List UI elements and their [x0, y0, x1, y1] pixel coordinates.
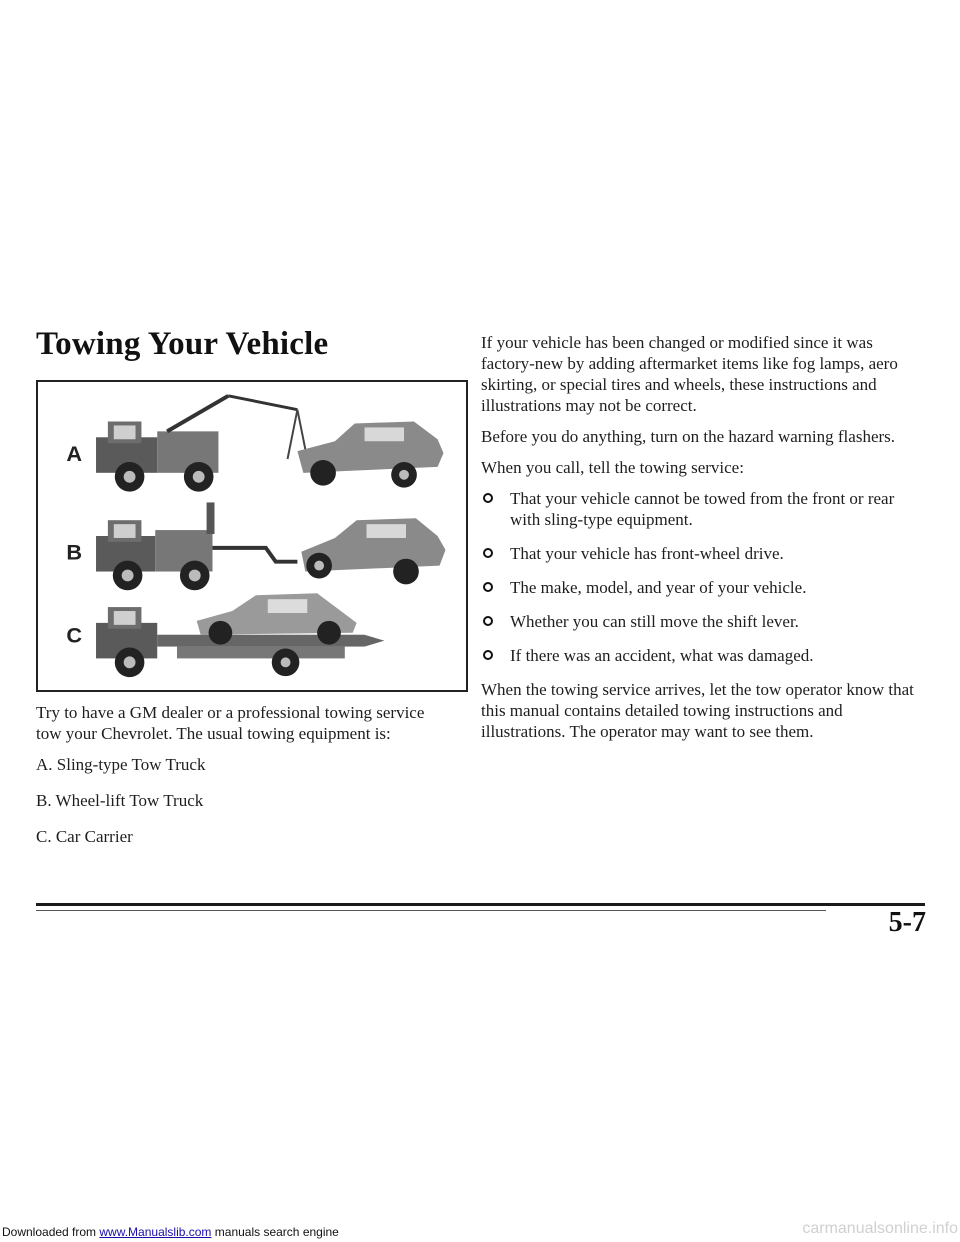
- watermark: carmanualsonline.info: [802, 1220, 958, 1237]
- towing-service-checklist: [481, 488, 926, 666]
- bullet-icon: [483, 650, 493, 660]
- footer-rule: [36, 903, 925, 906]
- left-column: [36, 702, 446, 862]
- list-item-text: The make, model, and year of your vehicle.: [510, 578, 807, 597]
- download-prefix: Downloaded from: [2, 1225, 100, 1239]
- page-title: Towing Your Vehicle: [36, 326, 329, 362]
- list-item-text: That your vehicle has front-wheel drive.: [510, 544, 784, 563]
- illustration-car-carrier: [66, 593, 384, 677]
- bullet-icon: [483, 493, 493, 503]
- footer-rule-thin: [36, 910, 826, 911]
- modification-warning: If your vehicle has been changed or modified since it was factory-new by adding aftermarket items like fog lamps, aero skirting, or special tires and wheels, these instructions and illustrations may not be correct.: [481, 333, 898, 415]
- figure-label-a: A: [66, 440, 83, 466]
- equipment-item: B. Wheel-lift Tow Truck: [36, 791, 204, 810]
- list-item: [481, 543, 926, 564]
- download-source-line: [2, 1225, 339, 1239]
- list-item-text: Whether you can still move the shift lever.: [510, 612, 799, 631]
- bullet-icon: [483, 616, 493, 626]
- manualslib-link[interactable]: www.Manualslib.com: [99, 1225, 212, 1239]
- illustration-wheel-lift-tow-truck: [66, 502, 445, 590]
- right-column: [481, 332, 926, 752]
- bullet-icon: [483, 582, 493, 592]
- equipment-item: C. Car Carrier: [36, 827, 133, 846]
- tow-operator-note: When the towing service arrives, let the tow operator know that this manual contains detailed towing instructions and illustrations. The operator may want to see them.: [481, 680, 914, 741]
- bullet-icon: [483, 548, 493, 558]
- illustration-sling-type-tow-truck: [66, 396, 443, 492]
- list-item: [481, 488, 926, 530]
- towing-illustration: [36, 380, 468, 692]
- list-item: [481, 577, 926, 598]
- hazard-flasher-note: Before you do anything, turn on the hazard warning flashers.: [481, 427, 896, 446]
- equipment-list: [36, 754, 446, 847]
- equipment-item: A. Sling-type Tow Truck: [36, 755, 206, 774]
- list-item-text: If there was an accident, what was damaged.: [510, 646, 814, 665]
- download-suffix: manuals search engine: [211, 1225, 339, 1239]
- figure-label-b: B: [66, 539, 83, 565]
- figure-label-c: C: [66, 622, 83, 648]
- page-number: 5-7: [888, 907, 926, 938]
- towing-intro: Try to have a GM dealer or a professional towing service tow your Chevrolet. The usual towing equipment is:: [36, 703, 425, 743]
- list-item-text: That your vehicle cannot be towed from the front or rear with sling-type equipment.: [510, 489, 895, 529]
- tell-towing-service-intro: When you call, tell the towing service:: [481, 458, 744, 477]
- list-item: [481, 645, 926, 666]
- list-item: [481, 611, 926, 632]
